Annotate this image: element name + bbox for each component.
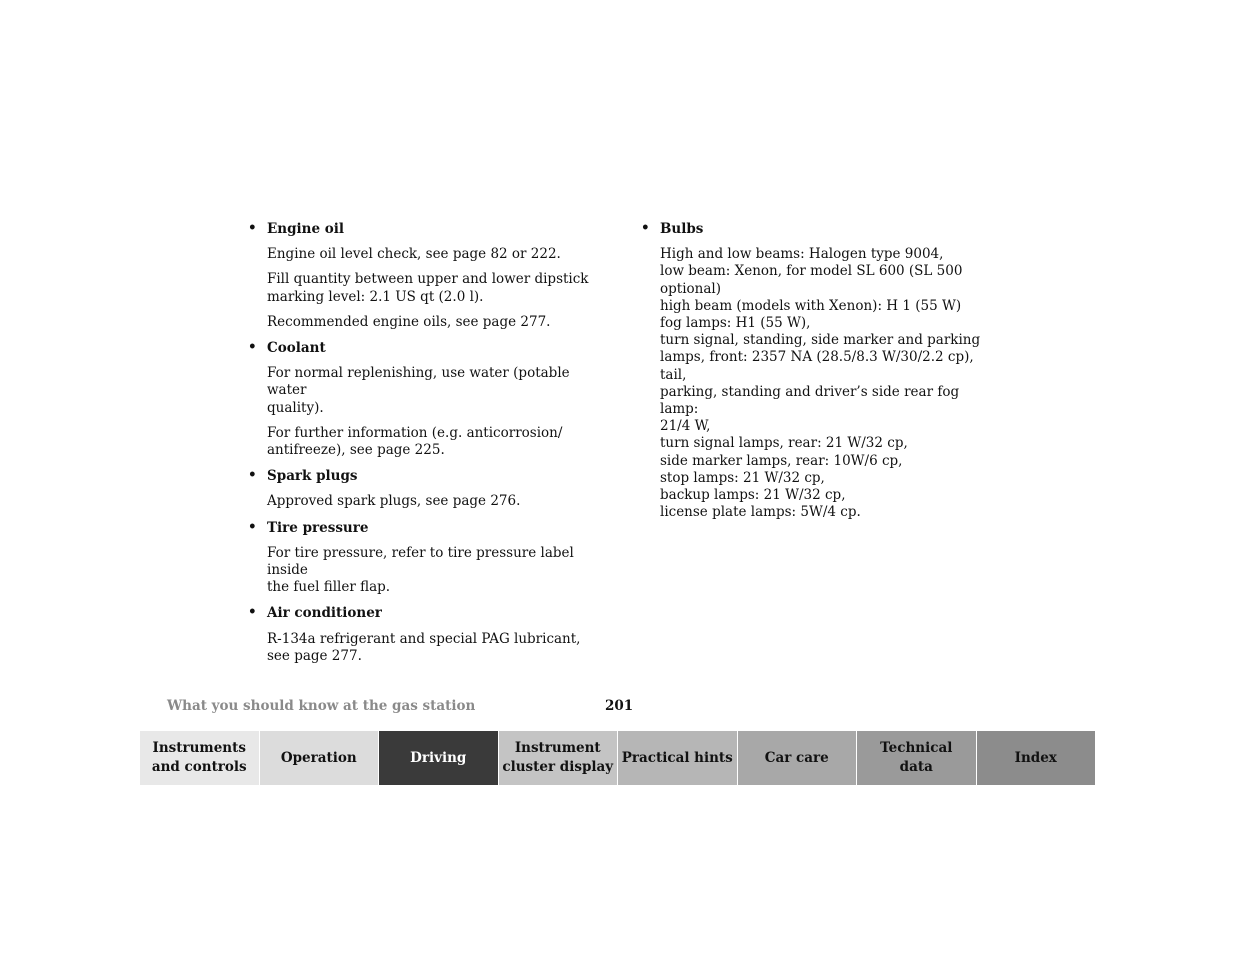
item-heading: Air conditioner bbox=[267, 605, 382, 622]
item-text: Approved spark plugs, see page 276. bbox=[267, 493, 521, 510]
tab-technical-data[interactable]: Technical data bbox=[857, 731, 977, 785]
page-number: 201 bbox=[605, 698, 634, 714]
item-heading: Coolant bbox=[267, 340, 326, 357]
right-column bbox=[641, 220, 1001, 529]
list-item-engine-oil bbox=[248, 220, 598, 331]
item-text: For normal replenishing, use water (potable water quality). bbox=[267, 365, 570, 416]
item-heading: Engine oil bbox=[267, 221, 345, 237]
item-text: High and low beams: Halogen type 9004, low beam: Xenon, for model SL 600 (SL 500 optional) high beam (models with Xenon): H 1 (55 W) fog lamps: H1 (55 W), turn signal, standing, side marker and parking lamps, front: 2357 NA (28.5/8.3 W/30/2.2 cp), tail, parking, standing and driver’s side rear fog lamp: 21/4 W, turn signal lamps, rear: 21 W/32 cp, side marker lamps, rear: 10W/6 cp, stop lamps: 21 W/32 cp, backup lamps: 21 W/32 cp, license plate lamps: 5W/4 cp. bbox=[660, 246, 981, 521]
tab-instruments-and-controls[interactable]: Instruments and controls bbox=[140, 731, 260, 785]
list-item-tire-pressure bbox=[248, 519, 598, 597]
bullet-icon: • bbox=[248, 467, 257, 484]
item-text: Engine oil level check, see page 82 or 222. bbox=[267, 246, 561, 263]
item-text: Fill quantity between upper and lower dipstick marking level: 2.1 US qt (2.0 l). bbox=[267, 271, 589, 305]
bullet-icon: • bbox=[248, 339, 257, 356]
list-item-spark-plugs bbox=[248, 467, 598, 510]
tab-driving[interactable]: Driving bbox=[379, 731, 499, 785]
item-text: Recommended engine oils, see page 277. bbox=[267, 313, 551, 330]
tab-car-care[interactable]: Car care bbox=[738, 731, 858, 785]
tab-practical-hints[interactable]: Practical hints bbox=[618, 731, 738, 785]
list-item-bulbs bbox=[641, 220, 1001, 521]
list-item-air-conditioner bbox=[248, 604, 598, 665]
bullet-icon: • bbox=[248, 604, 257, 621]
item-text: R-134a refrigerant and special PAG lubricant, see page 277. bbox=[267, 630, 581, 664]
item-heading: Spark plugs bbox=[267, 468, 358, 485]
item-heading: Tire pressure bbox=[267, 519, 369, 536]
tab-index[interactable]: Index bbox=[977, 731, 1096, 785]
item-text: For tire pressure, refer to tire pressure label inside the fuel filler flap. bbox=[267, 544, 574, 596]
section-title: What you should know at the gas station bbox=[167, 698, 476, 714]
bullet-icon: • bbox=[641, 220, 650, 236]
chapter-tabs bbox=[140, 731, 1095, 785]
list-item-coolant bbox=[248, 339, 598, 459]
tab-instrument-cluster-display[interactable]: Instrument cluster display bbox=[499, 731, 619, 785]
bullet-icon: • bbox=[248, 518, 257, 535]
tab-operation[interactable]: Operation bbox=[260, 731, 380, 785]
left-column bbox=[248, 220, 598, 673]
item-heading: Bulbs bbox=[660, 221, 704, 237]
item-text: For further information (e.g. anticorrosion/ antifreeze), see page 225. bbox=[267, 424, 563, 459]
bullet-icon: • bbox=[248, 220, 257, 236]
